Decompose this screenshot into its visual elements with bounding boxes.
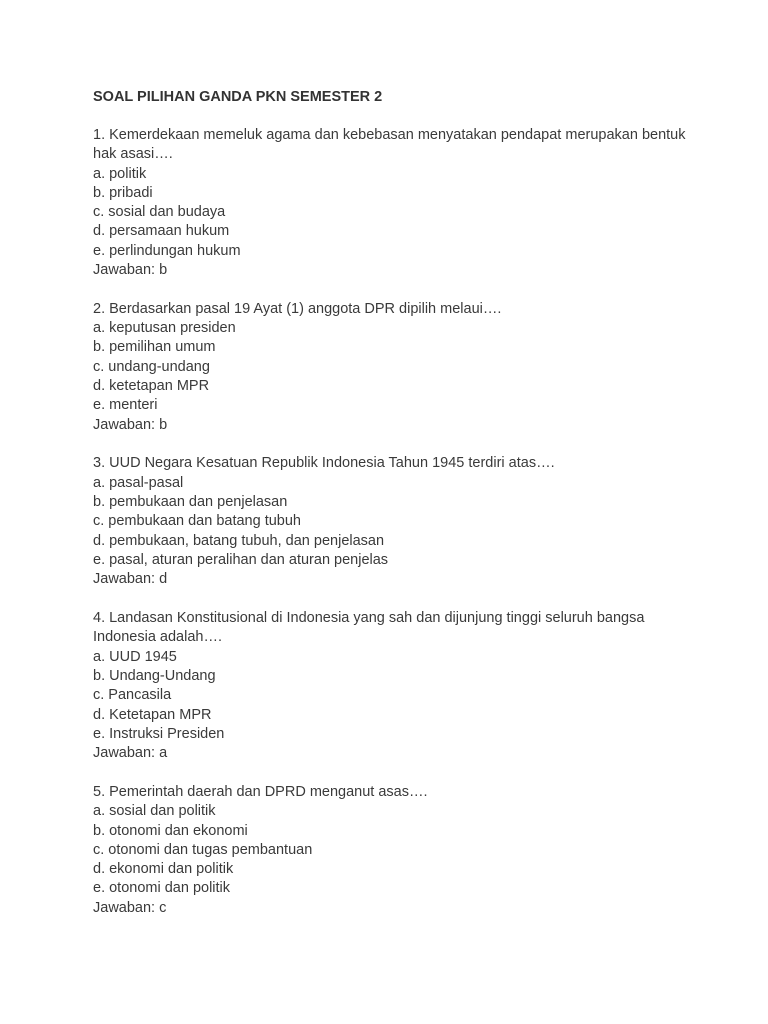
option-b: b. Undang-Undang	[93, 667, 216, 684]
option-c: c. Pancasila	[93, 687, 172, 704]
question-2	[93, 300, 693, 435]
question-3	[93, 454, 693, 589]
question-text: 5. Pemerintah daerah dan DPRD menganut asas….	[93, 783, 428, 800]
option-c: c. otonomi dan tugas pembantuan	[93, 841, 313, 858]
question-5	[93, 783, 693, 918]
option-e: e. perlindungan hukum	[93, 242, 241, 259]
option-c: c. sosial dan budaya	[93, 204, 226, 221]
option-b: b. pribadi	[93, 184, 153, 201]
document-title: SOAL PILIHAN GANDA PKN SEMESTER 2	[93, 89, 383, 105]
answer-key: Jawaban: b	[93, 262, 168, 279]
option-e: e. otonomi dan politik	[93, 880, 231, 897]
answer-key: Jawaban: b	[93, 416, 168, 433]
option-a: a. keputusan presiden	[93, 320, 236, 337]
option-b: b. otonomi dan ekonomi	[93, 822, 248, 839]
question-text: 2. Berdasarkan pasal 19 Ayat (1) anggota DPR dipilih melaui….	[93, 300, 502, 317]
option-c: c. pembukaan dan batang tubuh	[93, 513, 301, 530]
option-d: d. ekonomi dan politik	[93, 861, 234, 878]
question-text: 4. Landasan Konstitusional di Indonesia yang sah dan dijunjung tinggi seluruh bangsa Indonesia adalah….	[93, 610, 645, 646]
option-a: a. sosial dan politik	[93, 803, 216, 820]
option-e: e. Instruksi Presiden	[93, 725, 225, 742]
option-b: b. pembukaan dan penjelasan	[93, 494, 288, 511]
question-text: 3. UUD Negara Kesatuan Republik Indonesia Tahun 1945 terdiri atas….	[93, 455, 555, 472]
option-d: d. pembukaan, batang tubuh, dan penjelasan	[93, 532, 385, 549]
option-a: a. politik	[93, 165, 147, 182]
option-a: a. pasal-pasal	[93, 474, 184, 491]
answer-key: Jawaban: d	[93, 571, 168, 588]
option-b: b. pemilihan umum	[93, 339, 216, 356]
question-text: 1. Kemerdekaan memeluk agama dan kebebasan menyatakan pendapat merupakan bentuk hak asasi….	[93, 127, 686, 163]
document-page	[93, 88, 693, 937]
answer-key: Jawaban: c	[93, 899, 167, 916]
option-e: e. pasal, aturan peralihan dan aturan penjelas	[93, 551, 389, 568]
option-d: d. persamaan hukum	[93, 223, 230, 240]
option-d: d. ketetapan MPR	[93, 378, 210, 395]
option-d: d. Ketetapan MPR	[93, 706, 212, 723]
option-e: e. menteri	[93, 397, 158, 414]
option-a: a. UUD 1945	[93, 648, 177, 665]
option-c: c. undang-undang	[93, 358, 210, 375]
question-4	[93, 609, 693, 763]
answer-key: Jawaban: a	[93, 745, 168, 762]
question-1	[93, 126, 693, 280]
